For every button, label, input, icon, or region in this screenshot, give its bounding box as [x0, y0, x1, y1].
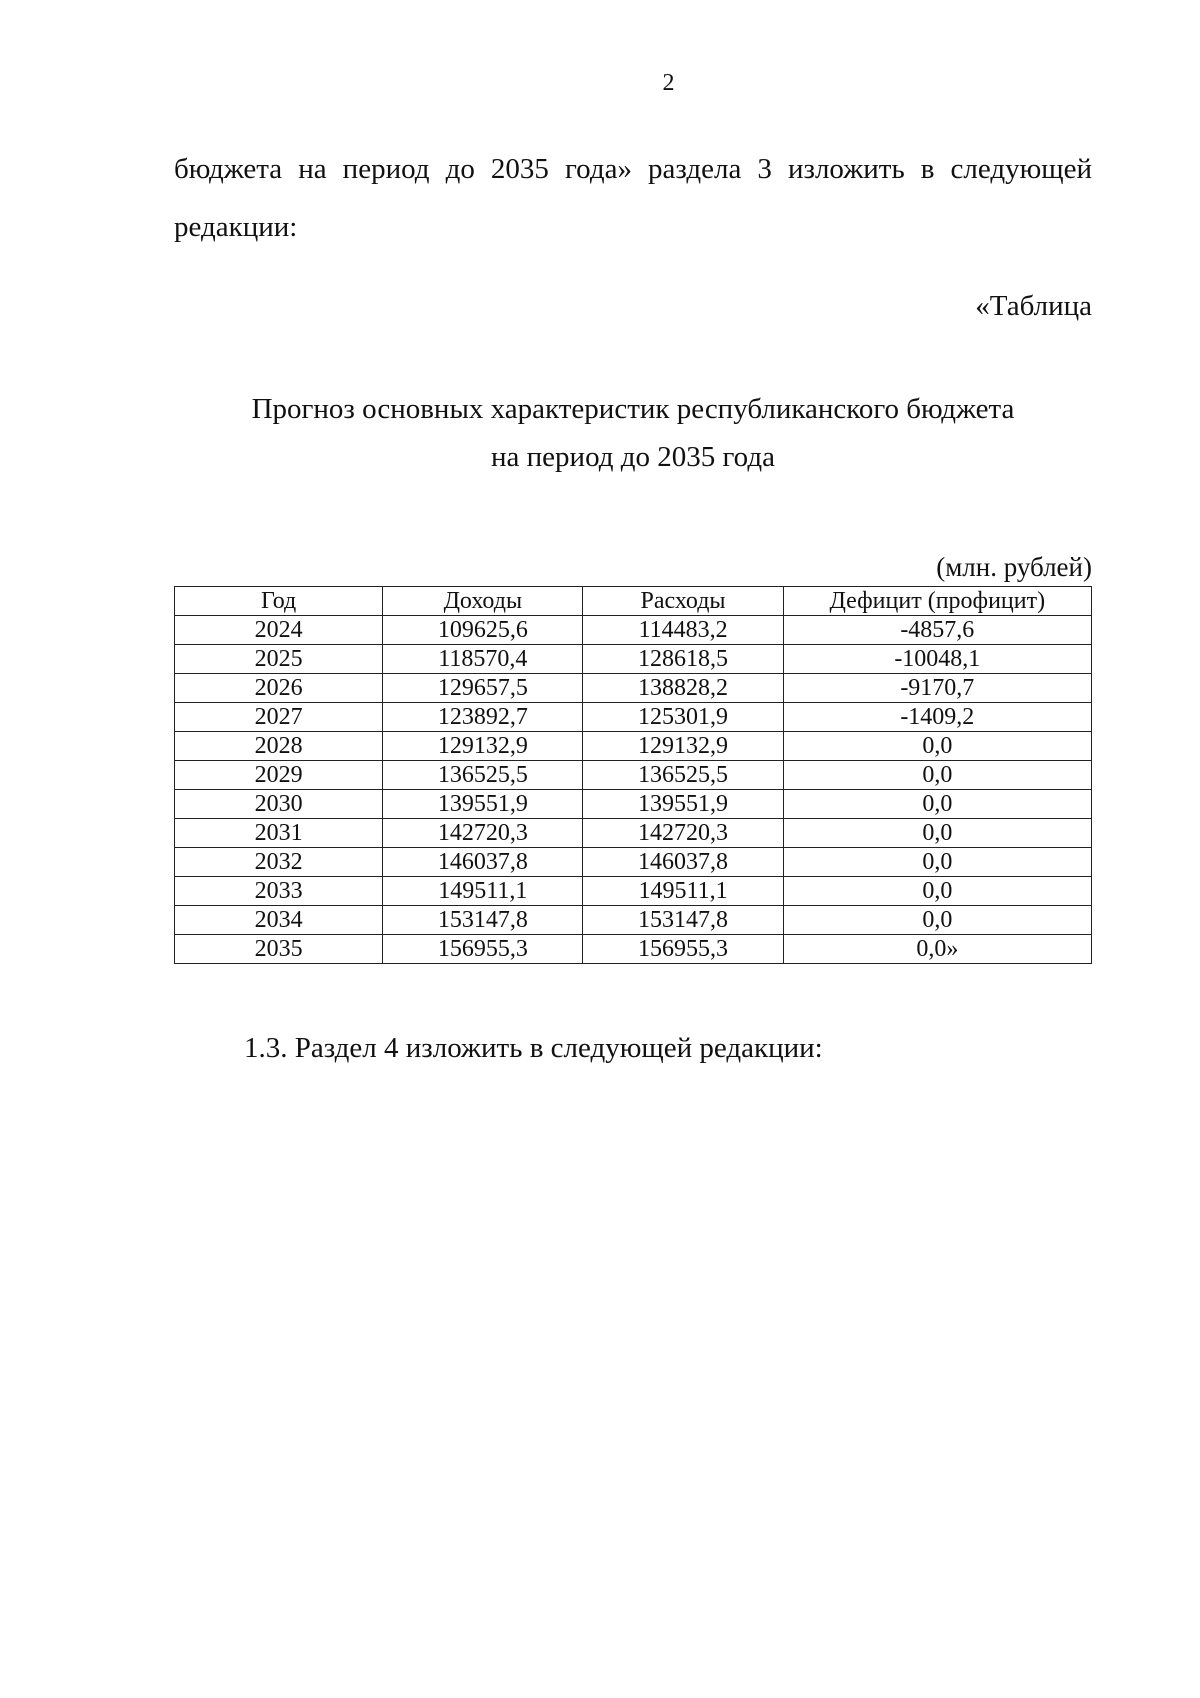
table-row — [175, 732, 1092, 761]
intro-paragraph: бюджета на период до 2035 года» раздела 3 изложить в следующей редакции: — [174, 153, 1092, 243]
cell-expenses: 156955,3 — [583, 935, 783, 964]
cell-deficit: 0,0 — [783, 732, 1091, 761]
table-header-row — [175, 587, 1092, 616]
cell-deficit: -4857,6 — [783, 616, 1091, 645]
cell-expenses: 153147,8 — [583, 906, 783, 935]
cell-year: 2031 — [175, 819, 383, 848]
cell-deficit: 0,0 — [783, 761, 1091, 790]
header-year: Год — [175, 587, 383, 616]
cell-expenses: 136525,5 — [583, 761, 783, 790]
cell-year: 2034 — [175, 906, 383, 935]
cell-deficit: 0,0 — [783, 819, 1091, 848]
table-row — [175, 848, 1092, 877]
table-row — [175, 906, 1092, 935]
cell-expenses: 139551,9 — [583, 790, 783, 819]
cell-revenue: 118570,4 — [383, 645, 583, 674]
paragraph-1-3: 1.3. Раздел 4 изложить в следующей редакции: — [244, 1032, 823, 1064]
cell-year: 2029 — [175, 761, 383, 790]
table-title-line-2: на период до 2035 года — [491, 441, 775, 473]
cell-expenses: 138828,2 — [583, 674, 783, 703]
header-revenue: Доходы — [383, 587, 583, 616]
cell-year: 2024 — [175, 616, 383, 645]
cell-expenses: 129132,9 — [583, 732, 783, 761]
cell-expenses: 146037,8 — [583, 848, 783, 877]
cell-deficit: 0,0 — [783, 790, 1091, 819]
budget-forecast-table — [174, 586, 1092, 964]
table-caption: «Таблица — [975, 290, 1092, 322]
header-expenses: Расходы — [583, 587, 783, 616]
table-row — [175, 790, 1092, 819]
cell-revenue: 139551,9 — [383, 790, 583, 819]
table-row — [175, 645, 1092, 674]
cell-year: 2028 — [175, 732, 383, 761]
cell-deficit: -9170,7 — [783, 674, 1091, 703]
table-row — [175, 674, 1092, 703]
cell-deficit: 0,0 — [783, 848, 1091, 877]
table-row — [175, 761, 1092, 790]
cell-revenue: 123892,7 — [383, 703, 583, 732]
cell-revenue: 156955,3 — [383, 935, 583, 964]
units-label: (млн. рублей) — [936, 552, 1092, 582]
cell-year: 2035 — [175, 935, 383, 964]
cell-year: 2027 — [175, 703, 383, 732]
cell-revenue: 149511,1 — [383, 877, 583, 906]
table-row — [175, 819, 1092, 848]
header-deficit: Дефицит (профицит) — [783, 587, 1091, 616]
cell-year: 2025 — [175, 645, 383, 674]
table-row — [175, 703, 1092, 732]
cell-year: 2033 — [175, 877, 383, 906]
table-row — [175, 616, 1092, 645]
cell-year: 2030 — [175, 790, 383, 819]
cell-revenue: 109625,6 — [383, 616, 583, 645]
cell-revenue: 146037,8 — [383, 848, 583, 877]
cell-expenses: 125301,9 — [583, 703, 783, 732]
cell-deficit: -1409,2 — [783, 703, 1091, 732]
cell-expenses: 128618,5 — [583, 645, 783, 674]
table-row — [175, 935, 1092, 964]
cell-revenue: 129657,5 — [383, 674, 583, 703]
cell-revenue: 153147,8 — [383, 906, 583, 935]
cell-expenses: 142720,3 — [583, 819, 783, 848]
cell-revenue: 142720,3 — [383, 819, 583, 848]
table-title — [174, 385, 1092, 481]
cell-year: 2026 — [175, 674, 383, 703]
table-title-line-1: Прогноз основных характеристик республиканского бюджета — [251, 393, 1015, 425]
cell-deficit: 0,0 — [783, 906, 1091, 935]
cell-expenses: 149511,1 — [583, 877, 783, 906]
table-row — [175, 877, 1092, 906]
cell-deficit: 0,0 — [783, 877, 1091, 906]
cell-deficit: -10048,1 — [783, 645, 1091, 674]
page-number: 2 — [662, 70, 675, 96]
cell-deficit: 0,0» — [783, 935, 1091, 964]
cell-expenses: 114483,2 — [583, 616, 783, 645]
cell-revenue: 136525,5 — [383, 761, 583, 790]
cell-year: 2032 — [175, 848, 383, 877]
cell-revenue: 129132,9 — [383, 732, 583, 761]
